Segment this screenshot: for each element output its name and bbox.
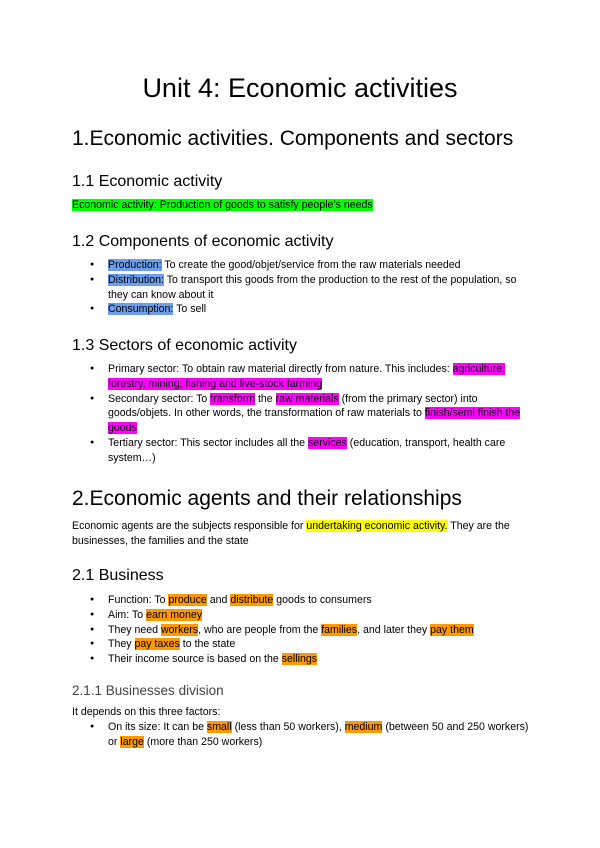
list-item: ● Primary sector: To obtain raw material directly from nature. This includes: agriculture, forestry, mining, fishing and live-stock farming <box>90 362 530 392</box>
division-intro: It depends on this three factors: <box>72 706 221 718</box>
document-title: Unit 4: Economic activities <box>142 73 458 103</box>
section-2-1-1-heading: 2.1.1 Businesses division <box>72 683 224 698</box>
economic-activity-definition <box>72 198 373 213</box>
sectors-list <box>90 362 530 466</box>
business-list <box>90 593 530 667</box>
list-item: ● Function: To produce and distribute goods to consumers <box>90 593 530 608</box>
definition-highlight: Economic activity: Production of goods to satisfy people’s needs <box>72 199 373 211</box>
section-1-heading: 1.Economic activities. Components and sectors <box>72 127 514 150</box>
list-item: ● Production: To create the good/objet/service from the raw materials needed <box>90 258 530 273</box>
list-item: ● On its size: It can be small (less than 50 workers), medium (between 50 and 250 workers) or large (more than 250 workers) <box>90 720 530 750</box>
section-2-heading: 2.Economic agents and their relationships <box>72 487 462 510</box>
components-list <box>90 258 530 317</box>
agents-intro: Economic agents are the subjects responsible for undertaking economic activity. They are the businesses, the families and the state <box>72 520 510 547</box>
list-item: ● They pay taxes to the state <box>90 637 530 652</box>
list-item: ● Aim: To earn money <box>90 608 530 623</box>
list-item: ● Consumption: To sell <box>90 302 530 317</box>
list-item: ● Secondary sector: To transform the raw materials (from the primary sector) into goods/objets. In other words, the transformation of raw materials to finish/semi finish the goods <box>90 392 530 436</box>
division-list <box>90 720 530 750</box>
list-item: ● They need workers, who are people from the families, and later they pay them <box>90 623 530 638</box>
section-1-1-heading: 1.1 Economic activity <box>72 173 223 190</box>
list-item: ● Tertiary sector: This sector includes all the services (education, transport, health care system…) <box>90 436 530 466</box>
section-1-3-heading: 1.3 Sectors of economic activity <box>72 337 297 354</box>
section-1-2-heading: 1.2 Components of economic activity <box>72 233 334 250</box>
list-item: ● Their income source is based on the sellings <box>90 652 530 667</box>
section-2-1-heading: 2.1 Business <box>72 567 164 584</box>
list-item: ● Distribution: To transport this goods from the production to the rest of the population, so they can know about it <box>90 273 530 303</box>
